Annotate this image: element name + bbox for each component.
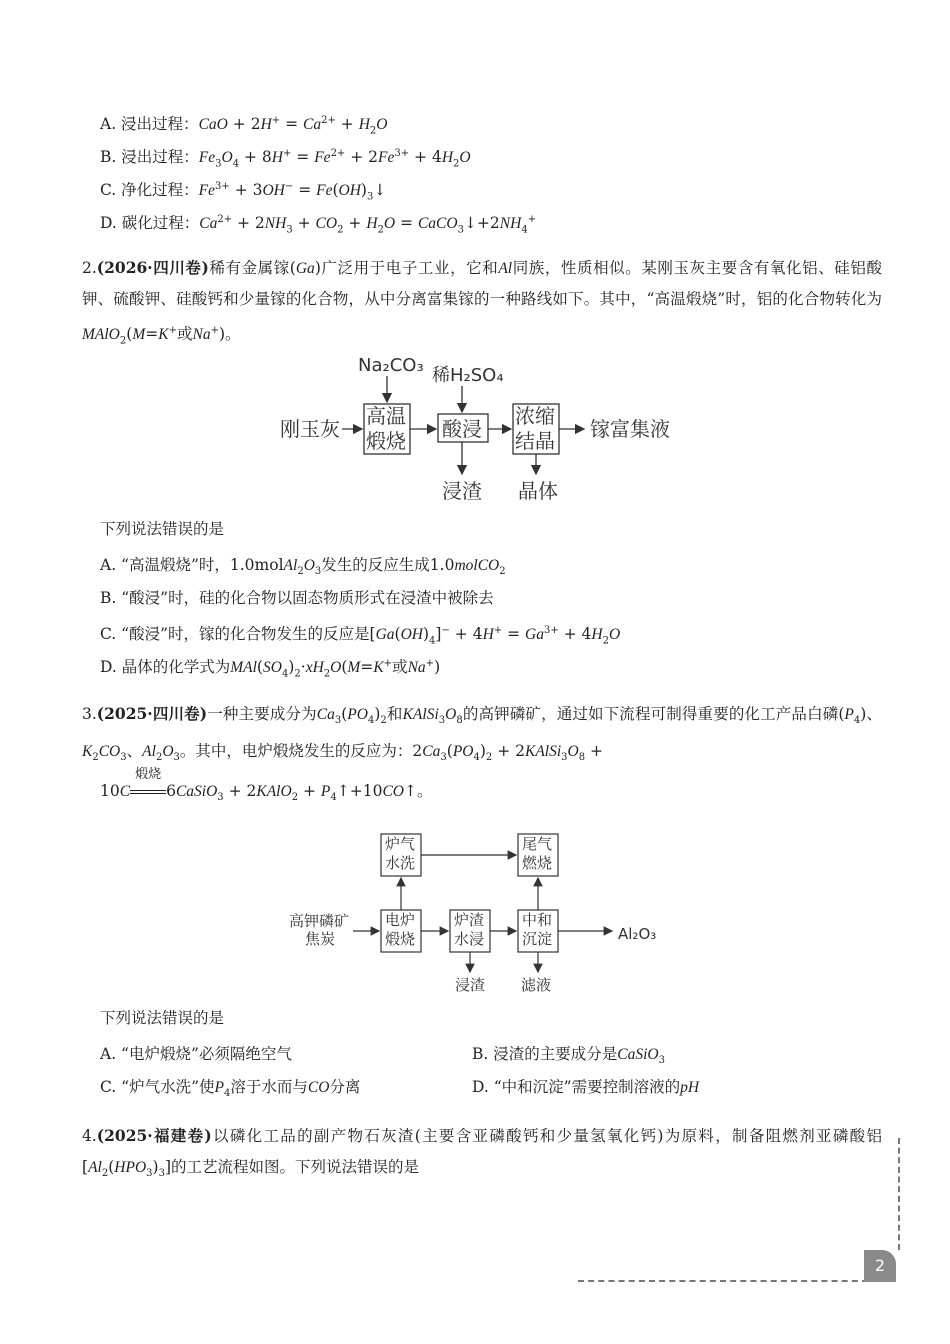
stem-text: 稀有金属镓( — [208, 259, 296, 277]
out1-label: 浸渣 — [455, 976, 486, 994]
q1-option-c: C. 净化过程：$Fe^{3+} + 3OH^-$ = $Fe(OH)_3↓$ — [100, 181, 387, 203]
box3-line2: 结晶 — [515, 429, 555, 453]
q2-option-c: C. “酸浸”时，镓的化合物发生的反应是$[Ga(OH)_4]^- + 4H^+ = Ga^{3+} + 4H_2O$ — [100, 625, 621, 647]
output-label: Al₂O₃ — [618, 925, 657, 943]
out2-label: 滤液 — [521, 976, 552, 994]
q1-option-b: B. 浸出过程：$Fe_3O_4 + 8H^+ = Fe^{2+} + 2Fe^{3+} + 4H_2O$ — [100, 148, 471, 170]
input-line2: 焦炭 — [305, 930, 336, 948]
box-slag-line1: 炉渣 — [454, 911, 485, 929]
q2-prompt: 下列说法错误的是 — [100, 520, 225, 538]
q2-option-a: A. “高温煅烧”时，$1.0molAl_2O_3$发生的反应生成1.0molCO$_2$ — [100, 556, 506, 578]
box1-line1: 高温 — [366, 404, 406, 428]
box-neutral-line2: 沉淀 — [522, 930, 553, 948]
q1-option-d: D. 碳化过程：$Ca^{2+} + 2NH_3 + CO_2 + H_2O$ = $CaCO_3↓+2NH_4^+$ — [100, 214, 537, 236]
question-source: (2025·四川卷) — [96, 704, 208, 723]
stem-text: 。其中，电炉煅烧发生的反应为： — [179, 742, 413, 761]
question-number: 4. — [82, 1127, 97, 1145]
option-text: C. “酸浸”时，镓的化合物发生的反应是 — [100, 625, 370, 644]
question-source: (2026·四川卷) — [96, 258, 209, 277]
output-label: 镓富集液 — [590, 417, 670, 441]
input-label: 刚玉灰 — [280, 417, 340, 441]
stem-text: 的工艺流程如图。下列说法错误的是 — [171, 1158, 420, 1176]
q2-flow-diagram — [270, 348, 690, 510]
stem-text: )。 — [218, 325, 241, 344]
stem-text: 或 — [176, 325, 193, 344]
q1-option-a: A. 浸出过程：CaO + $2H^+ = Ca^{2+} + H_2O$ — [100, 115, 388, 137]
question-number: 3. — [82, 705, 97, 723]
option-text: 1.0 — [429, 556, 455, 574]
stem-text: )、 — [860, 705, 882, 723]
q3-option-d: D. “中和沉淀”需要控制溶液的pH — [472, 1078, 700, 1096]
q2-option-b: B. “酸浸”时，硅的化合物以固态物质形式在浸渣中被除去 — [100, 589, 494, 607]
stem-text: 的高钾磷矿，通过如下流程可制得重要的化工产品白磷( — [462, 705, 845, 723]
page-number: 2 — [864, 1250, 896, 1282]
stem-text: 以磷化工品的副产物石灰渣(主要含亚磷酸钙和少量氢氧化钙)为原料，制备阻燃剂亚磷酸铝 — [211, 1127, 882, 1145]
option-text: D. 晶体的化学式为 — [100, 658, 231, 677]
box-gaswash-line1: 炉气 — [385, 835, 416, 853]
box3-line1: 浓缩 — [515, 404, 555, 428]
stem-text: 同族，性质相似。某刚玉灰主要含有氧化铝、硅铝酸钾、硫酸钾、硅酸钙和少量镓的化合物，从中分离富集镓的一种路线如下。其中，“高温煅烧”时，铝的化合物转化为 — [82, 259, 882, 308]
option-text: C. “炉气水洗”使 — [100, 1078, 215, 1096]
condition-text: 煅烧 — [135, 767, 162, 782]
stem-text: 和 — [386, 705, 403, 723]
box-furnace-line2: 煅烧 — [385, 930, 416, 948]
option-text: B. 浸渣的主要成分是 — [472, 1045, 618, 1063]
question-source: (2025·福建卷) — [96, 1126, 212, 1145]
option-text: 发生的反应生成 — [321, 556, 430, 574]
q3-stem: 3.(2025·四川卷)一种主要成分为$Ca_3(PO_4)_2$和$KAlSi_3O_8$的高钾磷矿，通过如下流程可制得重要的化工产品白磷$(P_4)$、$K_2CO_3$、$Al_2O_3$。其中，电炉煅烧发生的反应为：$2Ca_3(PO_4)_2$ + $2KAlSi_3O_8$ + — [82, 704, 882, 764]
q3-flow-diagram — [285, 828, 675, 1000]
option-text: D. “中和沉淀”需要控制溶液的 — [472, 1078, 681, 1096]
q3-prompt: 下列说法错误的是 — [100, 1009, 225, 1027]
q3-option-a: A. “电炉煅烧”必须隔绝空气 — [100, 1045, 292, 1063]
input-line1: 高钾磷矿 — [289, 912, 350, 930]
question-number: 2. — [82, 259, 97, 277]
option-text: 分离 — [329, 1078, 361, 1096]
option-label: B. 浸出过程： — [100, 148, 199, 167]
q3-equation-cont: 10C 煅烧 6CaSiO$_3$ + 2KAlO$_2$ + $P_4↑+10CO↑$。 — [100, 780, 433, 809]
page-border-horizontal — [578, 1280, 868, 1282]
option-label: A. 浸出过程： — [100, 115, 199, 134]
box-neutral-line1: 中和 — [522, 911, 553, 929]
reagent-na2co3: Na₂CO₃ — [358, 355, 424, 376]
stem-text: 一种主要成分为 — [207, 705, 317, 723]
option-text: 或 — [392, 658, 408, 677]
option-label: C. 净化过程： — [100, 181, 199, 200]
page-border-vertical — [898, 1138, 900, 1250]
q3-option-b: B. 浸渣的主要成分是CaSiO$_3$ — [472, 1045, 665, 1067]
option-text: A. “高温煅烧”时，1.0mol — [100, 556, 284, 574]
q3-option-c: C. “炉气水洗”使$P_4$溶于水而与CO分离 — [100, 1078, 361, 1100]
option-text: 溶于水而与 — [230, 1078, 308, 1096]
q4-stem: 4.(2025·福建卷)以磷化工品的副产物石灰渣(主要含亚磷酸钙和少量氢氧化钙)为原料，制备阻燃剂亚磷酸铝$[Al_2(HPO_3)_3]$的工艺流程如图。下列说法错误的是 — [82, 1126, 882, 1180]
stem-text: )广泛用于电子工业，它和 — [314, 259, 499, 277]
reagent-h2so4: 稀H₂SO₄ — [432, 365, 504, 386]
box-tailgas-line1: 尾气 — [522, 835, 553, 853]
out1-label: 浸渣 — [442, 479, 482, 503]
box1-line2: 煅烧 — [366, 429, 406, 453]
q2-stem: 2.(2026·四川卷)稀有金属镓(Ga)广泛用于电子工业，它和Al同族，性质相似。某刚玉灰主要含有氧化铝、硅铝酸钾、硫酸钾、硅酸钙和少量镓的化合物，从中分离富集镓的一种路线如下。其中，“高温煅烧”时，铝的化合物转化为MAlO$_2$(M=K+或Na+)。 — [82, 258, 882, 347]
q2-option-d: D. 晶体的化学式为$MAl(SO_4)_2\cdot xH_2O(M=K^+$或Na+) — [100, 658, 441, 680]
option-label: D. 碳化过程： — [100, 214, 200, 233]
box-furnace-line1: 电炉 — [385, 911, 416, 929]
out2-label: 晶体 — [518, 479, 558, 503]
box-slag-line2: 水浸 — [454, 930, 485, 948]
reaction-condition — [130, 767, 166, 802]
box2-label: 酸浸 — [442, 417, 482, 441]
box-tailgas-line2: 燃烧 — [522, 854, 553, 872]
box-gaswash-line2: 水洗 — [385, 854, 416, 872]
